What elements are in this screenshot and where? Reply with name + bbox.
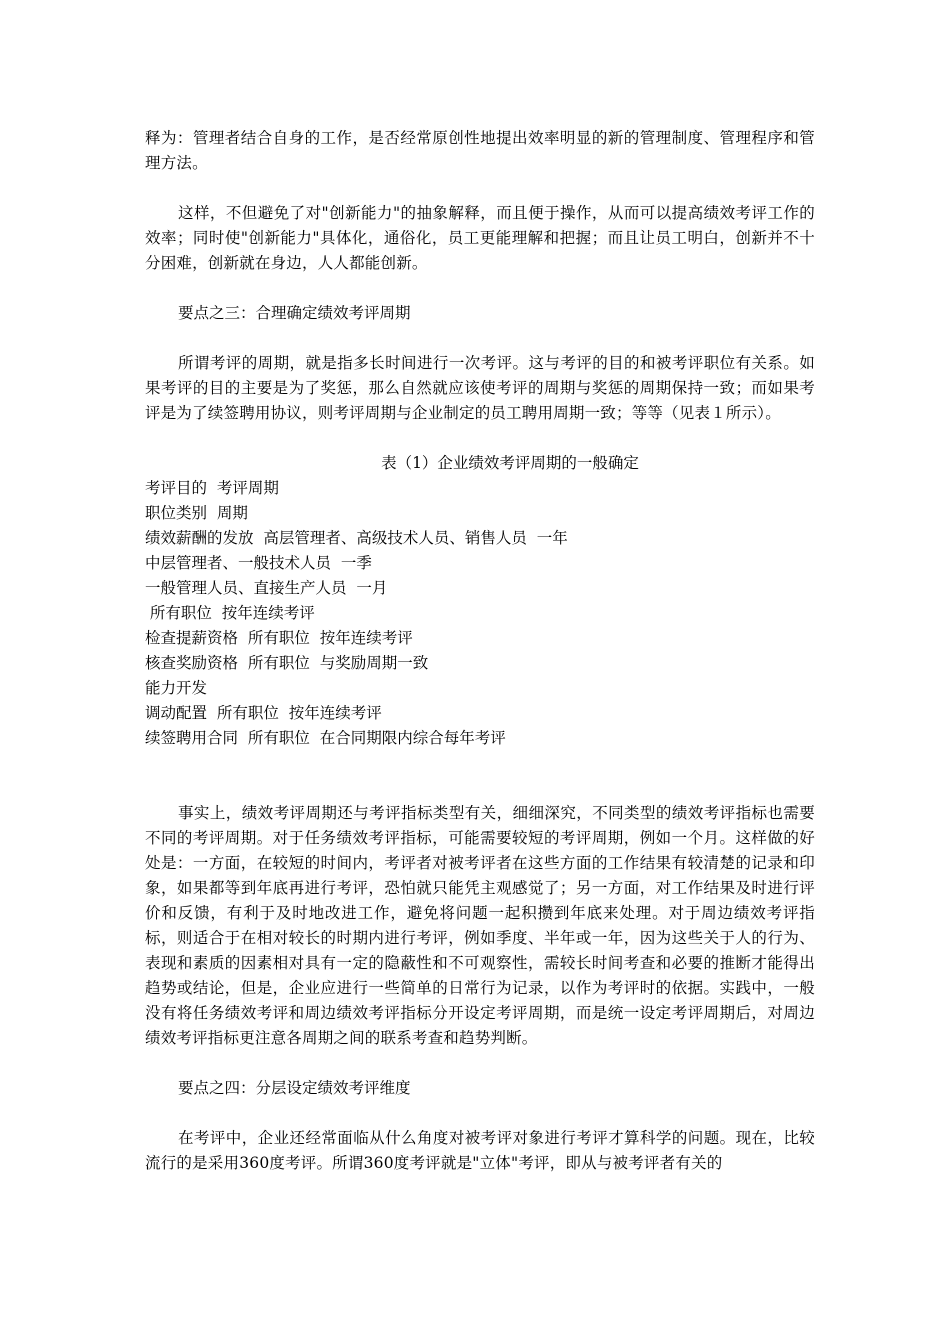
table-line: 所有职位 按年连续考评 (145, 604, 315, 622)
document-page (145, 126, 815, 1176)
section-heading-point-three: 要点之三：合理确定绩效考评周期 (178, 304, 411, 322)
table-line: 中层管理者、一般技术人员 一季 (145, 554, 372, 572)
table-line: 绩效薪酬的发放 高层管理者、高级技术人员、销售人员 一年 (145, 529, 568, 547)
table-text-lines (145, 476, 815, 751)
table-line: 调动配置 所有职位 按年连续考评 (145, 704, 382, 722)
table-caption: 表（1）企业绩效考评周期的一般确定 (381, 454, 639, 472)
table-line: 一般管理人员、直接生产人员 一月 (145, 579, 388, 597)
table-line: 检查提薪资格 所有职位 按年连续考评 (145, 629, 413, 647)
table-line: 续签聘用合同 所有职位 在合同期限内综合每年考评 (145, 729, 506, 747)
table-line: 能力开发 (145, 679, 208, 697)
table-line: 考评目的 考评周期 (145, 479, 279, 497)
paragraph-360-evaluation: 在考评中，企业还经常面临从什么角度对被考评对象进行考评才算科学的问题。现在，比较流行的是采用360度考评。所谓360度考评就是"立体"考评，即从与被考评者有关的 (145, 1129, 815, 1172)
table-line: 职位类别 周期 (145, 504, 248, 522)
paragraph-indicator-types: 事实上，绩效考评周期还与考评指标类型有关，细细深究，不同类型的绩效考评指标也需要不同的考评周期。对于任务绩效考评指标，可能需要较短的考评周期，例如一个月。这样做的好处是：一方面，在较短的时间内，考评者对被考评者在这些方面的工作结果有较清楚的记录和印象，如果都等到年底再进行考评，恐怕就只能凭主观感觉了；另一方面，对工作结果及时进行评价和反馈，有利于及时地改进工作，避免将问题一起积攒到年底来处理。对于周边绩效考评指标，则适合于在相对较长的时期内进行考评，例如季度、半年或一年，因为这些关于人的行为、表现和素质的因素相对具有一定的隐蔽性和不可观察性，需较长时间考查和必要的推断才能得出趋势或结论，但是，企业应进行一些简单的日常行为记录，以作为考评时的依据。实践中，一般没有将任务绩效考评和周边绩效考评指标分开设定考评周期，而是统一设定考评周期后，对周边绩效考评指标更注意各周期之间的联系考查和趋势判断。 (145, 804, 815, 1047)
section-heading-point-four: 要点之四：分层设定绩效考评维度 (178, 1079, 411, 1097)
paragraph-evaluation-cycle: 所谓考评的周期，就是指多长时间进行一次考评。这与考评的目的和被考评职位有关系。如果考评的目的主要是为了奖惩，那么自然就应该使考评的周期与奖惩的周期保持一致；而如果考评是为了续签聘用协议，则考评周期与企业制定的员工聘用周期一致；等等（见表１所示）。 (145, 354, 815, 422)
paragraph-innovation-definition: 释为：管理者结合自身的工作，是否经常原创性地提出效率明显的新的管理制度、管理程序和管理方法。 (145, 129, 815, 172)
paragraph-innovation-benefits: 这样，不但避免了对"创新能力"的抽象解释，而且便于操作，从而可以提高绩效考评工作的效率；同时使"创新能力"具体化，通俗化，员工更能理解和把握；而且让员工明白，创新并不十分困难，创新就在身边，人人都能创新。 (145, 204, 815, 272)
table-line: 核查奖励资格 所有职位 与奖励周期一致 (145, 654, 429, 672)
